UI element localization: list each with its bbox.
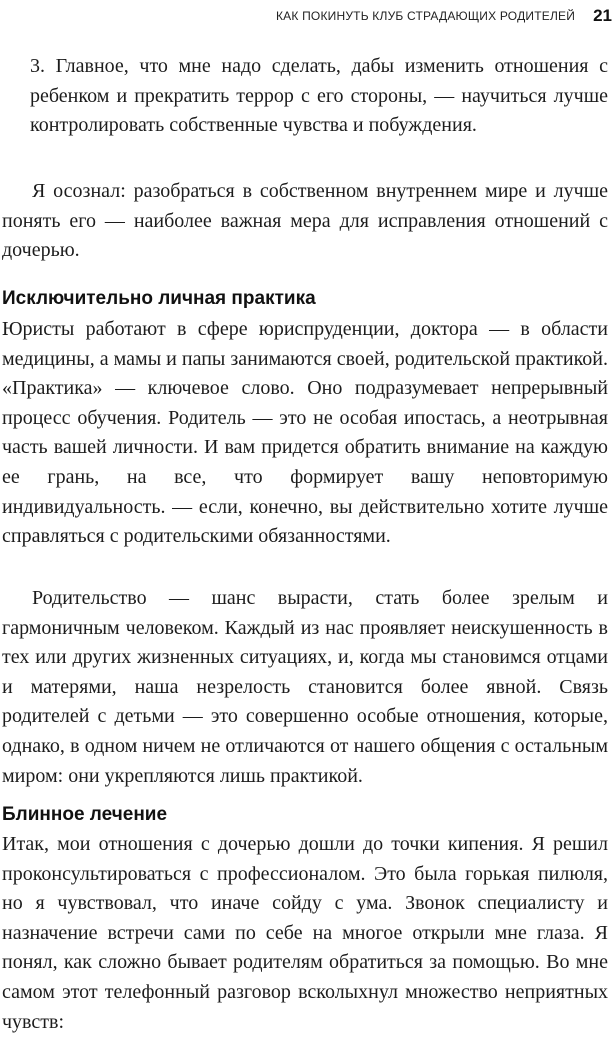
section-heading-practice: Исключительно личная практика [2,288,316,309]
section-heading-pancake: Блинное лечение [2,804,168,825]
realization-paragraph: Я осознал: разобраться в собственном внутреннем мире и лучше понять его — наиболее важная мера для исправления отношений с дочерью. [2,180,608,262]
practice-paragraph-1: Юристы работают в сфере юриспруденции, доктора — в области медицины, а мамы и папы занимаются своей, родительской практикой. «Практика» — ключевое слово. Оно подразумевает непрерывный процесс обучения. Родитель — это не особая ипостась, а неотрывная часть вашей личности. И вам придется обратить внимание на каждую ее грань, на все, что формирует вашу неповторимую индивидуальность. — если, конечно, вы действительно хотите лучше справляться с родительскими обязанностями. [2,318,608,548]
pancake-paragraph-1: Итак, мои отношения с дочерью дошли до точки кипения. Я решил проконсультироваться с профессионалом. Это была горькая пилюля, но я чувствовал, что иначе сойду с ума. Звонок специалисту и назначение встречи сами по себе на многое открыли мне глаза. Я понял, как сложно бывает родителям обратиться за помощью. Во мне самом этот телефонный разговор всколыхнул множество неприятных чувств: [2,833,608,1033]
practice-paragraph-2: Родительство — шанс вырасти, стать более зрелым и гармоничным человеком. Каждый из нас проявляет неискушенность в тех или других жизненных ситуациях, и, когда мы становимся отцами и матерями, наша незрелость становится более явной. Связь родителей с детьми — это совершенно особые отношения, которые, однако, в одном ничем не отличаются от нашего общения с остальным миром: они укрепляются лишь практикой. [2,587,608,787]
running-title: КАК ПОКИНУТЬ КЛУБ СТРАДАЮЩИХ РОДИТЕЛЕЙ [275,9,576,23]
page-number: 21 [593,6,612,25]
numbered-list-item: 3. Главное, что мне надо сделать, дабы изменить отношения с ребенком и прекратить террор с его стороны, — научиться лучше контролировать собственные чувства и побуждения. [30,55,608,137]
running-header [0,6,612,26]
